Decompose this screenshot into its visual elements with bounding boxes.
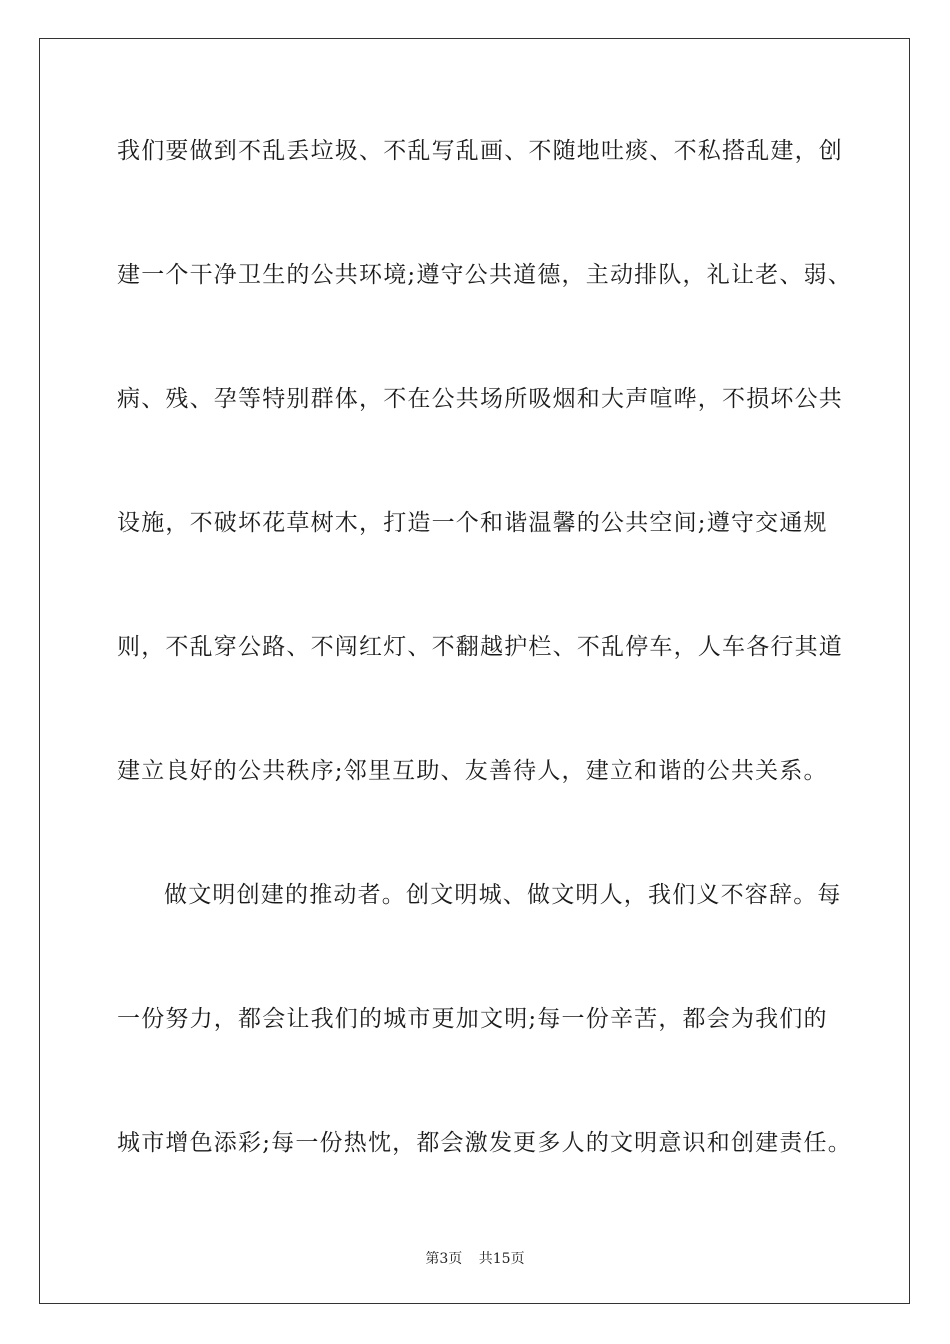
text-line-7: 做文明创建的推动者。创文明城、做文明人，我们义不容辞。每	[164, 882, 842, 908]
text-line-3: 病、残、孕等特别群体，不在公共场所吸烟和大声喧哗，不损坏公共	[117, 386, 843, 412]
text-line-2: 建一个干净卫生的公共环境;遵守公共道德，主动排队，礼让老、弱、	[117, 262, 852, 288]
text-line-9: 城市增色添彩;每一份热忱，都会激发更多人的文明意识和创建责任。	[117, 1130, 852, 1156]
text-line-5: 则，不乱穿公路、不闯红灯、不翻越护栏、不乱停车，人车各行其道	[117, 634, 843, 660]
text-line-4: 设施，不破坏花草树木，打造一个和谐温馨的公共空间;遵守交通规	[117, 510, 828, 536]
text-line-8: 一份努力，都会让我们的城市更加文明;每一份辛苦，都会为我们的	[117, 1006, 828, 1032]
text-line-6: 建立良好的公共秩序;邻里互助、友善待人，建立和谐的公共关系。	[117, 758, 828, 784]
text-line-1: 我们要做到不乱丢垃圾、不乱写乱画、不随地吐痰、不私搭乱建，创	[117, 138, 843, 164]
page-border	[39, 38, 910, 1304]
page-number-total: 共15页	[478, 1251, 525, 1267]
page-footer	[0, 1248, 950, 1268]
page-number-current: 第3页	[425, 1251, 463, 1267]
